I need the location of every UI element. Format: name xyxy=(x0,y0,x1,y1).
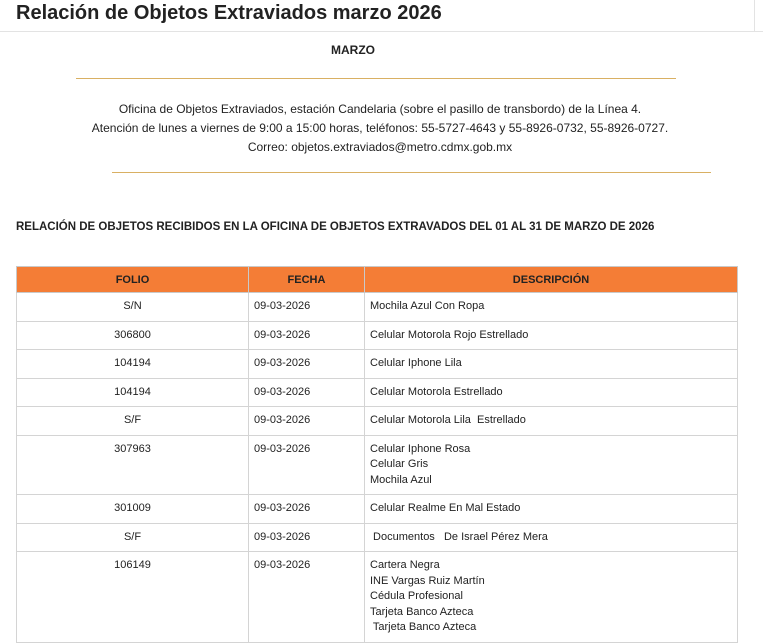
descripcion-cell xyxy=(365,350,738,379)
descripcion-item: Celular Motorola Rojo Estrellado xyxy=(370,328,529,341)
fecha-cell: 09-03-2026 xyxy=(249,435,365,495)
descripcion-item: Celular Realme En Mal Estado xyxy=(370,502,521,514)
descripcion-item: Documentos De Israel Pérez Mera xyxy=(370,530,548,543)
descripcion-cell xyxy=(365,552,738,643)
fecha-cell: 09-03-2026 xyxy=(249,350,365,379)
folio-cell: S/F xyxy=(17,407,249,436)
descripcion-item: Mochila Azul Con Ropa xyxy=(370,300,485,312)
section-heading: RELACIÓN DE OBJETOS RECIBIDOS EN LA OFICINA DE OBJETOS EXTRAVADOS DEL 01 AL 31 DE MARZO DE 2026 xyxy=(16,221,655,233)
folio-cell: 106149 xyxy=(17,552,249,643)
table-row xyxy=(17,495,738,524)
table-body xyxy=(17,293,738,643)
fecha-cell: 09-03-2026 xyxy=(249,552,365,643)
table-row xyxy=(17,350,738,379)
descripcion-item: Mochila Azul xyxy=(370,473,432,486)
descripcion-item: INE Vargas Ruiz Martín xyxy=(370,574,485,587)
month-label: MARZO xyxy=(331,43,375,57)
table-row xyxy=(17,407,738,436)
folio-cell: 301009 xyxy=(17,495,249,524)
table-row xyxy=(17,523,738,552)
folio-cell: 306800 xyxy=(17,321,249,350)
descripcion-item: Celular Iphone Lila xyxy=(370,357,462,369)
fecha-cell: 09-03-2026 xyxy=(249,321,365,350)
fecha-cell: 09-03-2026 xyxy=(249,407,365,436)
table-row xyxy=(17,293,738,322)
descripcion-cell xyxy=(365,293,738,322)
descripcion-cell xyxy=(365,495,738,524)
title-divider xyxy=(0,31,763,32)
column-header-folio: FOLIO xyxy=(17,267,249,293)
column-header-fecha: FECHA xyxy=(249,267,365,293)
descripcion-cell xyxy=(365,435,738,495)
table-row xyxy=(17,552,738,643)
descripcion-item: Tarjeta Banco Azteca xyxy=(370,605,474,618)
divider xyxy=(754,0,755,32)
descripcion-item: Celular Motorola Estrellado xyxy=(370,385,503,398)
page-title: Relación de Objetos Extraviados marzo 2026 xyxy=(16,2,442,24)
gold-divider-top xyxy=(76,78,676,79)
descripcion-item: Cédula Profesional xyxy=(370,590,463,602)
folio-cell: 104194 xyxy=(17,350,249,379)
folio-cell: S/F xyxy=(17,523,249,552)
gold-divider-bottom xyxy=(112,172,711,173)
table-row xyxy=(17,321,738,350)
descripcion-cell xyxy=(365,378,738,407)
fecha-cell: 09-03-2026 xyxy=(249,523,365,552)
column-header-descripcion: DESCRIPCIÓN xyxy=(365,267,738,293)
fecha-cell: 09-03-2026 xyxy=(249,293,365,322)
fecha-cell: 09-03-2026 xyxy=(249,495,365,524)
folio-cell: 307963 xyxy=(17,435,249,495)
objects-table xyxy=(16,266,738,643)
descripcion-cell xyxy=(365,321,738,350)
descripcion-item: Tarjeta Banco Azteca xyxy=(370,621,477,633)
descripcion-cell xyxy=(365,407,738,436)
office-hours: Atención de lunes a viernes de 9:00 a 15:00 horas, teléfonos: 55-5727-4643 y 55-8926-0732, 55-8926-0727. xyxy=(91,121,669,135)
folio-cell: S/N xyxy=(17,293,249,322)
table-row xyxy=(17,435,738,495)
table-header-row xyxy=(17,267,738,293)
office-location: Oficina de Objetos Extraviados, estación Candelaria (sobre el pasillo de transbordo) de la Línea 4. xyxy=(118,102,642,116)
descripcion-item: Celular Motorola Lila Estrellado xyxy=(370,414,526,426)
office-info xyxy=(60,100,700,157)
folio-cell: 104194 xyxy=(17,378,249,407)
descripcion-cell xyxy=(365,523,738,552)
fecha-cell: 09-03-2026 xyxy=(249,378,365,407)
table-row xyxy=(17,378,738,407)
office-email[interactable]: Correo: objetos.extraviados@metro.cdmx.gob.mx xyxy=(247,140,513,154)
descripcion-item: Celular Gris xyxy=(370,458,429,470)
descripcion-item: Cartera Negra xyxy=(370,559,440,571)
descripcion-item: Celular Iphone Rosa xyxy=(370,442,471,455)
